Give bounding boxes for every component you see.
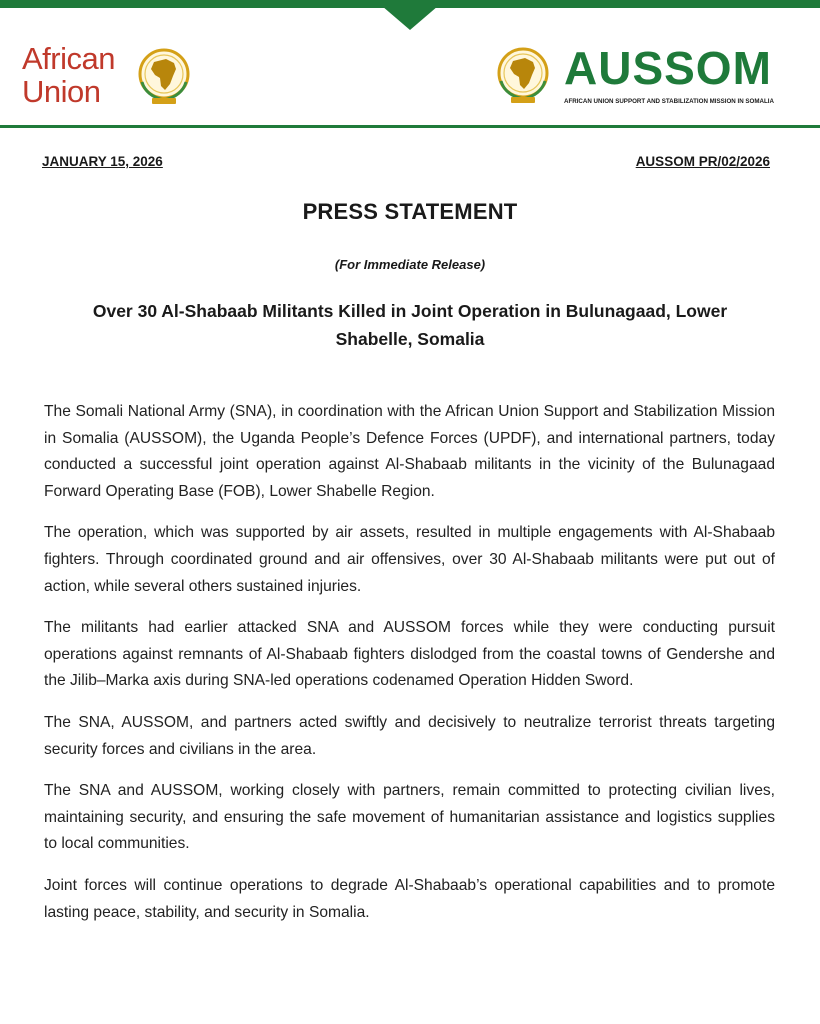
au-logo-text xyxy=(22,42,115,108)
header-divider xyxy=(0,125,820,128)
aussom-wordmark: AUSSOM xyxy=(564,42,772,94)
statement-body xyxy=(44,399,775,941)
body-paragraph: The operation, which was supported by air assets, resulted in multiple engagements with Al-Shabaab fighters. Through coordinated ground and air offensives, over 30 Al-Shabaab militants were put out of action, while several others sustained injuries. xyxy=(44,524,775,595)
aussom-subtitle: AFRICAN UNION SUPPORT AND STABILIZATION MISSION IN SOMALIA xyxy=(564,98,774,105)
body-paragraph: Joint forces will continue operations to degrade Al-Shabaab’s operational capabilities and to promote lasting peace, stability, and security in Somalia. xyxy=(44,876,775,921)
african-union-logo xyxy=(22,40,202,112)
page-title: PRESS STATEMENT xyxy=(302,199,518,224)
body-paragraph: The Somali National Army (SNA), in coordination with the African Union Support and Stabilization Mission in Somalia (AUSSOM), the Uganda People’s Defence Forces (UPDF), and international partners, today conducted a successful joint operation against Al-Shabaab militants in the vicinity of the Bulunagaad Forward Operating Base (FOB), Lower Shabelle Region. xyxy=(44,403,775,500)
au-emblem-icon xyxy=(130,42,198,110)
body-paragraph: The SNA, AUSSOM, and partners acted swiftly and decisively to neutralize terrorist threats targeting security forces and civilians in the area. xyxy=(44,713,775,758)
au-logo-line2: Union xyxy=(22,74,101,109)
body-paragraph: The militants had earlier attacked SNA and AUSSOM forces while they were conducting pursuit operations against remnants of Al-Shabaab fighters dislodged from the coastal towns of Gendershe and the Jilib–Marka axis during SNA-led operations codenamed Operation Hidden Sword. xyxy=(44,619,775,690)
aussom-emblem-icon xyxy=(490,42,556,108)
headline: Over 30 Al-Shabaab Militants Killed in Joint Operation in Bulunagaad, Lower Shabelle, Somalia xyxy=(92,301,728,349)
release-note: (For Immediate Release) xyxy=(334,257,486,272)
au-logo-line1: African xyxy=(22,41,115,76)
header-notch xyxy=(382,6,438,30)
statement-reference: AUSSOM PR/02/2026 xyxy=(635,154,770,169)
statement-date: JANUARY 15, 2026 xyxy=(42,154,163,169)
body-paragraph: The SNA and AUSSOM, working closely with partners, remain committed to protecting civilian lives, maintaining security, and ensuring the safe movement of humanitarian assistance and logistics supplies to local communities. xyxy=(44,782,775,853)
aussom-logo xyxy=(490,42,810,116)
